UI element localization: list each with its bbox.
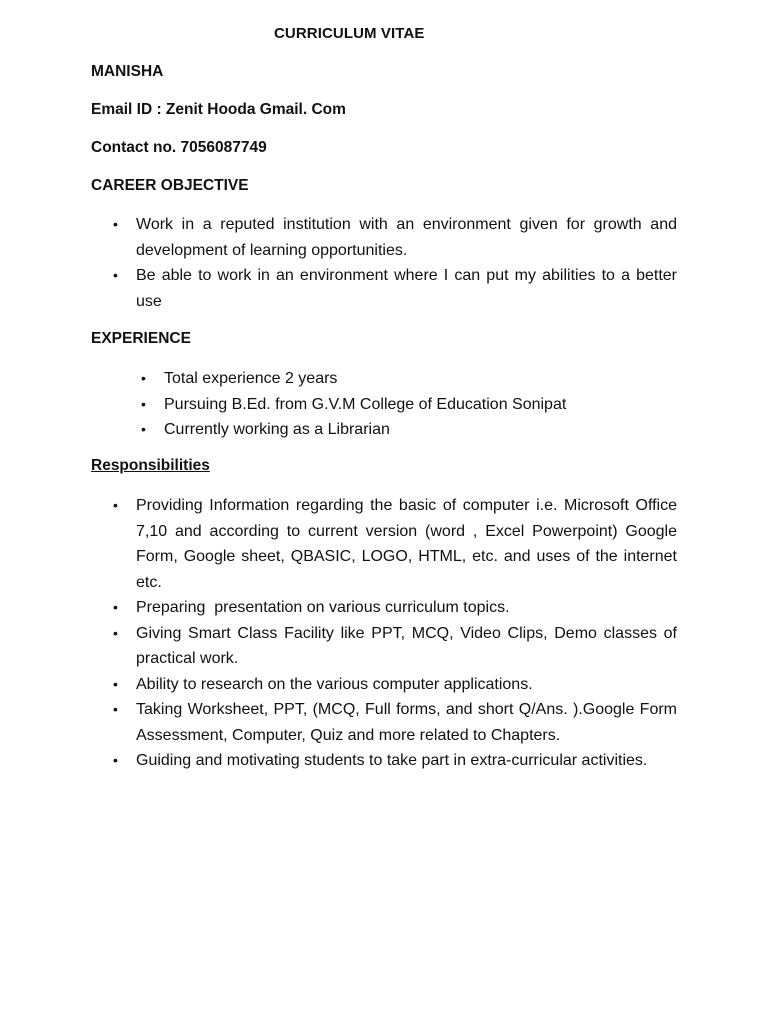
list-item: [113, 493, 677, 595]
experience-item: Total experience 2 years: [164, 370, 338, 387]
list-item: [113, 621, 677, 672]
document-title: CURRICULUM VITAE: [274, 25, 425, 42]
responsibility-item: Guiding and motivating students to take part in extra-curricular activities.: [136, 752, 648, 769]
list-item: [113, 697, 677, 748]
responsibility-item: Providing Information regarding the basic of computer i.e. Microsoft Office 7,10 and according to current version (word , Excel Powerpoint) Google Form, Google sheet, QBASIC, LOGO, HTML, etc. and uses of the internet etc.: [136, 497, 677, 591]
career-objective-item: Be able to work in an environment where I can put my abilities to a better use: [136, 267, 677, 310]
bullet-icon: •: [141, 421, 146, 437]
list-item: [113, 595, 677, 621]
responsibilities-list: [113, 493, 677, 774]
list-item: [113, 212, 677, 263]
bullet-icon: •: [113, 752, 118, 768]
list-item: [113, 748, 677, 774]
responsibility-item: Preparing presentation on various curriculum topics.: [136, 599, 510, 616]
career-objective-heading: CAREER OBJECTIVE: [91, 177, 249, 194]
responsibility-item: Taking Worksheet, PPT, (MCQ, Full forms, and short Q/Ans. ).Google Form Assessment, Computer, Quiz and more related to Chapters.: [136, 701, 677, 744]
contact-line: Contact no. 7056087749: [91, 139, 267, 156]
bullet-icon: •: [113, 701, 118, 717]
candidate-name: MANISHA: [91, 63, 164, 80]
bullet-icon: •: [113, 216, 118, 232]
list-item: [141, 417, 664, 443]
career-objective-list: [113, 212, 677, 314]
career-objective-item: Work in a reputed institution with an environment given for growth and development of learning opportunities.: [136, 216, 677, 259]
list-item: [141, 366, 664, 392]
list-item: [113, 672, 677, 698]
experience-heading: EXPERIENCE: [91, 330, 191, 347]
email-line: Email ID : Zenit Hooda Gmail. Com: [91, 101, 346, 118]
list-item: [113, 263, 677, 314]
bullet-icon: •: [113, 624, 118, 641]
experience-list: [141, 366, 664, 443]
bullet-icon: •: [113, 675, 118, 692]
bullet-icon: •: [113, 497, 118, 513]
responsibilities-heading: Responsibilities: [91, 457, 210, 474]
list-item: [141, 392, 664, 418]
responsibility-item: Giving Smart Class Facility like PPT, MCQ, Video Clips, Demo classes of practical work.: [136, 624, 677, 667]
experience-item: Pursuing B.Ed. from G.V.M College of Education Sonipat: [164, 395, 567, 413]
experience-item: Currently working as a Librarian: [164, 421, 390, 438]
bullet-icon: •: [141, 370, 146, 386]
responsibility-item: Ability to research on the various computer applications.: [136, 675, 533, 693]
bullet-icon: •: [113, 599, 118, 615]
bullet-icon: •: [141, 395, 146, 412]
bullet-icon: •: [113, 267, 118, 283]
